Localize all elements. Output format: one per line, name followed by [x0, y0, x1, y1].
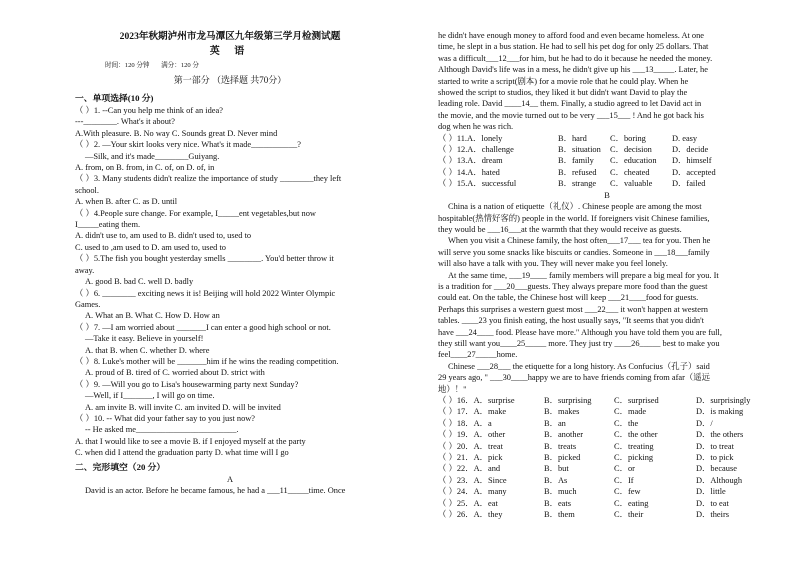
passage-a-label: A — [226, 474, 234, 484]
options-line: A.With pleasure. B. No way C. Sounds great D. Never mind — [75, 128, 278, 138]
right-column — [438, 30, 776, 520]
passage-line: When you visit a Chinese family, the host often___17___ tea for you. Then he — [448, 236, 711, 246]
option-d: D．/ — [696, 418, 713, 428]
passage-line: started to write a script(剧本) for a movie role that he could play. When he — [438, 76, 689, 86]
option-c: C．eating — [614, 498, 649, 508]
options-line: A. from, on B. from, in C. of, on D. of, in — [75, 163, 215, 173]
section1-heading: 一、单项选择(10 分) — [75, 93, 154, 103]
question-line: （ ）9. —Will you go to Lisa's housewarming party next Sunday? — [75, 379, 299, 389]
exam-meta — [75, 60, 385, 71]
question-2 — [75, 139, 385, 173]
passage-line: 地）！" — [438, 384, 467, 394]
option-qnum: （ ）20．A．treat — [438, 441, 503, 451]
passage-line: he didn't have enough money to afford food and even became homeless. At one — [438, 31, 705, 40]
option-c: C．education — [610, 156, 657, 166]
option-d: D．surprisingly — [696, 396, 751, 405]
question-line: （ ）5.The fish you bought yesterday smells ________. You'd better throw it — [75, 254, 334, 264]
question-line: ---________. What's it about? — [75, 117, 175, 127]
option-b: B．family — [558, 156, 594, 166]
question-7 — [75, 322, 385, 356]
question-5 — [75, 253, 385, 287]
question-line: （ ）10. -- What did your father say to you just now? — [75, 413, 256, 423]
options-line: A. didn't use to, am used to B. didn't used to, used to — [75, 231, 252, 241]
question-4 — [75, 208, 385, 254]
option-row — [438, 441, 776, 452]
options-line: A. when B. after C. as D. until — [75, 197, 178, 207]
passage-line: hospitable(热情好客的) people in the world. If foreigners visit Chinese families, — [438, 213, 710, 223]
option-row — [438, 178, 776, 189]
option-row — [438, 167, 776, 178]
question-1 — [75, 105, 385, 139]
option-c: C．their — [614, 510, 644, 520]
option-d: D．to pick — [696, 453, 734, 463]
options-line: C. when did I attend the graduation party D. what time will I go — [75, 448, 289, 458]
options-line: A. proud of B. tired of C. worried about D. strict with — [85, 368, 265, 378]
question-line: （ ）6. ________ exciting news it is! Beijing will hold 2022 Winter Olympic — [75, 288, 336, 298]
passage-line: Although David's life was in a mess, he didn't give up his ___13_____. Later, he — [438, 65, 708, 75]
passage-a-continued — [438, 30, 776, 133]
option-c: C．decision — [610, 145, 652, 155]
option-b: B．picked — [544, 453, 581, 463]
option-qnum: （ ）12.A．challenge — [438, 145, 514, 155]
question-line: I_____eating them. — [75, 220, 141, 230]
question-line: —Silk, and it's made________Guiyang. — [85, 151, 220, 161]
full-score: 满分：120 分 — [161, 62, 199, 69]
options-line: A. What an B. What C. How D. How an — [85, 311, 220, 321]
option-d: D．decide — [672, 145, 709, 155]
option-row — [438, 133, 776, 144]
option-c: C．If — [614, 475, 634, 485]
passage-line: Chinese ___28___ the etiquette for a long history. As Confucius（孔子）said — [448, 361, 710, 371]
passage-line: they still want you____25_____ more. They just try ____26_____ best to make you — [438, 338, 720, 348]
option-d: D．little — [696, 487, 726, 497]
question-line: —Take it easy. Believe in yourself! — [85, 334, 204, 344]
option-b: B．refused — [558, 167, 597, 177]
option-row — [438, 486, 776, 497]
option-qnum: （ ）13.A．dream — [438, 156, 503, 166]
option-d: D．to treat — [696, 441, 734, 451]
option-qnum: （ ）15.A．successful — [438, 179, 517, 189]
question-line: school. — [75, 185, 99, 195]
option-qnum: （ ）21．A．pick — [438, 453, 503, 463]
question-line: —Well, if I_______, I will go on time. — [85, 391, 215, 401]
option-d: D．theirs — [696, 510, 730, 520]
option-c: C．boring — [610, 133, 646, 143]
passage-line: the movie, and the movie turned out to be very ___15___ ! And he got back his — [438, 110, 704, 120]
option-b: B．treats — [544, 441, 577, 451]
question-line: （ ）1. --Can you help me think of an idea? — [75, 106, 223, 115]
option-b: B．As — [544, 475, 568, 485]
question-line: （ ）7. —I am worried about _______I can enter a good high school or not. — [75, 322, 331, 332]
question-line: Games. — [75, 299, 101, 309]
option-row — [438, 509, 776, 520]
question-line: -- He asked me________________________. — [85, 425, 239, 435]
option-b: B．surprising — [544, 396, 592, 405]
options-line: A. am invite B. will invite C. am invited D. will be invited — [85, 402, 281, 412]
option-qnum: （ ）11.A．lonely — [438, 133, 503, 143]
option-b: B．an — [544, 418, 566, 428]
part1-heading: 第一部分 （选择题 共70分） — [173, 75, 287, 85]
options-line: A. that B. when C. whether D. where — [85, 345, 210, 355]
passage-line: will also have a talk with you. They will never make you feel lonely. — [438, 259, 668, 269]
passage-line: they would be ___16___at the warmth that they would receive as guests. — [438, 224, 682, 234]
passage-line: showed the script to studios, they liked it but didn't want David to play the — [438, 88, 688, 98]
option-qnum: （ ）26．A．they — [438, 510, 503, 520]
cloze-a-options — [438, 133, 776, 190]
option-qnum: （ ）23．A．Since — [438, 475, 507, 485]
passage-line: tables. ____23 you finish eating, the host usually says, "It seems that you didn't — [438, 316, 704, 326]
passage-line: is a tradition for ___20___guests. They always prepare more food than the guest — [438, 281, 708, 291]
options-line: A. good B. bad C. well D. badly — [85, 277, 194, 287]
option-b: B．hard — [558, 133, 587, 143]
option-row — [438, 406, 776, 417]
option-b: B．strange — [558, 179, 597, 189]
question-line: （ ）2. —Your skirt looks very nice. What's it made___________? — [75, 140, 301, 150]
option-d: D．to eat — [696, 498, 729, 508]
option-row — [438, 475, 776, 486]
option-qnum: （ ）18．A．a — [438, 418, 492, 428]
option-c: C．surprised — [614, 396, 659, 405]
option-row — [438, 463, 776, 474]
option-row — [438, 395, 776, 406]
question-line: （ ）4.People sure change. For example, I_____ent vegetables,but now — [75, 208, 316, 218]
option-d: D．the others — [696, 430, 744, 440]
left-column — [75, 30, 385, 496]
time-limit: 时间：120 分钟 — [105, 62, 150, 69]
option-row — [438, 155, 776, 166]
passage-line: leading role. David ____14__ them. Finally, a studio agreed to let David act in — [438, 99, 702, 109]
option-qnum: （ ）22．A．and — [438, 464, 501, 474]
passage-line: was a difficult___12___for him, but he had to do it because he needed the money. — [438, 53, 713, 63]
question-6 — [75, 288, 385, 322]
option-row — [438, 418, 776, 429]
option-d: D. easy — [672, 133, 698, 143]
options-line: C. used to ,am used to D. am used to, used to — [75, 242, 226, 252]
option-b: B．them — [544, 510, 575, 520]
option-b: B．situation — [558, 145, 601, 155]
option-row — [438, 498, 776, 509]
question-line: （ ）3. Many students didn't realize the importance of study ________they left — [75, 174, 342, 184]
passage-line: will serve you some snacks like biscuits or candies. Someone in ___18___family — [438, 247, 710, 257]
option-c: C．the — [614, 418, 639, 428]
option-row — [438, 144, 776, 155]
passage-b — [438, 201, 776, 395]
option-d: D．himself — [672, 156, 712, 166]
question-8 — [75, 356, 385, 379]
option-qnum: （ ）24．A．many — [438, 487, 507, 497]
option-c: C．few — [614, 487, 641, 497]
option-d: D．because — [696, 464, 737, 474]
option-d: D．Although — [696, 475, 743, 485]
option-qnum: （ ）17．A．make — [438, 407, 507, 417]
passage-line: dog when he was rich. — [438, 122, 514, 132]
option-row — [438, 429, 776, 440]
option-qnum: （ ）14.A．hated — [438, 167, 500, 177]
option-qnum: （ ）16．A．surprise — [438, 396, 515, 405]
question-3 — [75, 173, 385, 207]
passage-line: Perhaps this surprises a western guest most ___22___ it won't happen at western — [438, 304, 708, 314]
option-c: C．made — [614, 407, 647, 417]
passage-line: At the same time, ___19____ family members will prepare a big meal for you. It — [448, 270, 719, 280]
option-c: C．treating — [614, 441, 654, 451]
option-b: B．eats — [544, 498, 571, 508]
subject-heading: 英 语 — [209, 46, 251, 57]
question-9 — [75, 379, 385, 413]
cloze-b-options — [438, 395, 776, 520]
passage-line: could eat. On the table, the Chinese host will keep ___21____food for guests. — [438, 293, 699, 303]
question-line: （ ）8. Luke's mother will be _______him if he wins the reading competition. — [75, 356, 339, 366]
option-d: D．accepted — [672, 167, 716, 177]
option-qnum: （ ）19．A．other — [438, 430, 506, 440]
passage-line: have ___24____ food. Please have more." Although you have told them you are full, — [438, 327, 722, 337]
option-c: C．the other — [614, 430, 658, 440]
options-line: A. that I would like to see a movie B. if I enjoyed myself at the party — [75, 436, 306, 446]
section2-heading: 二、完形填空（20 分） — [75, 461, 166, 472]
option-c: C．picking — [614, 453, 654, 463]
option-qnum: （ ）25．A．eat — [438, 498, 498, 508]
option-b: B．but — [544, 464, 569, 474]
question-10 — [75, 413, 385, 459]
option-b: B．much — [544, 487, 577, 497]
option-c: C．or — [614, 464, 635, 474]
option-b: B．another — [544, 430, 584, 440]
passage-line: China is a nation of etiquette（礼仪）. Chinese people are among the most — [448, 202, 702, 212]
option-d: D．is making — [696, 407, 744, 417]
exam-title: 2023年秋期泸州市龙马潭区九年级第三学月检测试题 — [119, 31, 341, 42]
option-b: B．makes — [544, 407, 580, 417]
passage-line: 29 years ago, " ___30____happy we are to have friends coming from afar（遥远 — [438, 373, 711, 383]
option-c: C．cheated — [610, 167, 650, 177]
passage-a-line: David is an actor. Before he became famous, he had a ___11_____time. Once — [85, 486, 346, 495]
question-line: away. — [75, 265, 95, 275]
option-row — [438, 452, 776, 463]
option-d: D．failed — [672, 179, 706, 189]
option-c: C．valuable — [610, 179, 653, 189]
passage-line: feel____27_____home. — [438, 350, 518, 360]
passage-line: time, he slept in a bus station. He had to sell his pet dog for only 25 dollars. That — [438, 42, 709, 52]
passage-b-label: B — [604, 190, 610, 200]
